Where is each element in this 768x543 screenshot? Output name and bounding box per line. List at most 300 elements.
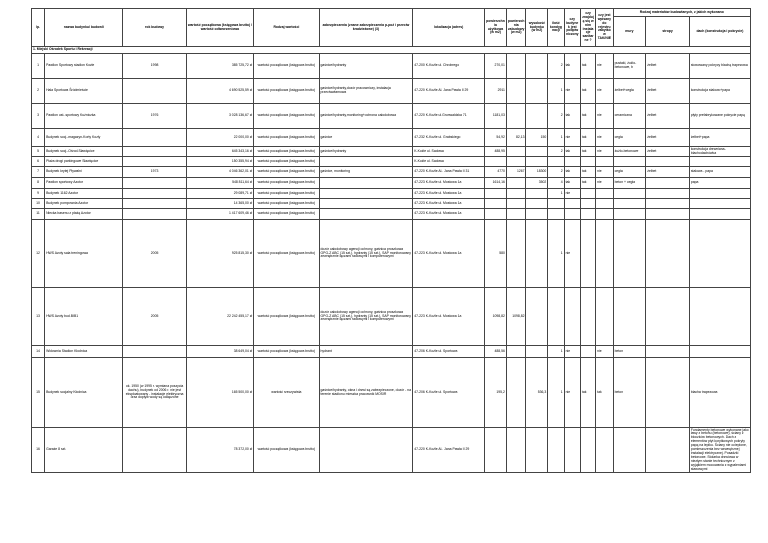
row-roof: stowowany pokrycy blachą trapezowa [689, 54, 750, 79]
row-area-built: 1267 [506, 167, 526, 178]
row-year: ok. 1950 (w 1995 r. wymiana poszycia dachu), budynek od 2006 r. nie jest eksploatowany - instalacje elektryczna oraz dopływ wody są odłączone [123, 358, 186, 428]
table-row [32, 54, 751, 79]
row-value-type: wartość początkowa (księgowa brutto) [254, 189, 319, 199]
row-safeguards: gaśnice/hydranty, okna i drzwi są zabezpieczone, dozór - na terenie stadionu mieszka pracownik MOSIR [319, 358, 413, 428]
row-ceilings [646, 220, 690, 288]
row-roof [689, 199, 750, 209]
row-lp: 2 [32, 79, 45, 104]
row-area-use: 2911 [485, 79, 507, 104]
header-roof: dach (konstrukcja i pokrycie) [689, 17, 750, 47]
row-value-type: wartość początkowa (księgowa brutto) [254, 178, 319, 189]
table-row [32, 79, 751, 104]
table-row [32, 189, 751, 199]
row-monument: tak [596, 358, 613, 428]
header-monument: czy jest wpisany do rejestru zabytków TAK/NIE [596, 9, 613, 47]
row-height [526, 428, 548, 473]
row-value: 4 690 525,59 zł [186, 79, 254, 104]
row-height: 3502 [526, 178, 548, 189]
header-ceilings: stropy [646, 17, 690, 47]
row-height: 536,3 [526, 358, 548, 428]
row-value: 925 815,30 zł [186, 220, 254, 288]
row-name: Widownia Stadion Kłodnica [45, 346, 123, 358]
row-year: 2005 [123, 220, 186, 288]
row-ceilings [646, 178, 690, 189]
row-walls [613, 157, 646, 167]
row-area-use [485, 157, 507, 167]
row-name: Pawilon sportowy Azotor [45, 178, 123, 189]
row-roof: żelbet+papa [689, 129, 750, 147]
row-area-use: 488,95 [485, 147, 507, 157]
row-value-type: wartość początkowa (księgowa brutto) [254, 199, 319, 209]
row-monument [596, 199, 613, 209]
row-address: 47-206 K-Koźle ul. Sportowa [413, 346, 485, 358]
row-installations [580, 428, 595, 473]
row-floors: 2 [548, 54, 564, 79]
header-safeguards: zabezpieczenia (znane zabezpieczenia p-poż i przeciw kradzieżowe) (3) [319, 9, 413, 47]
row-address: 47-223 K-Koźle ul. Mostowa 1a [413, 189, 485, 199]
row-height [526, 157, 548, 167]
row-name: Budynek socj.-magazyn-Korty Kozly [45, 129, 123, 147]
row-installations: tak [580, 358, 595, 428]
row-value: 645 343,16 zł [186, 147, 254, 157]
table-row [32, 346, 751, 358]
row-area-use: 488,56 [485, 346, 507, 358]
table-row [32, 167, 751, 178]
row-height [526, 54, 548, 79]
row-address: 47-220 K-Koźle ul.Grunwaldzka 71 [413, 104, 485, 129]
row-address: 47-232 K-Koźle ul. Grabskiego [413, 129, 485, 147]
row-height [526, 288, 548, 346]
row-installations [580, 189, 595, 199]
row-floors [548, 157, 564, 167]
header-installations: czy znajdują się w nim instalacje sanitarne ? [580, 9, 595, 47]
table-row [32, 199, 751, 209]
row-area-use: 195,2 [485, 358, 507, 428]
row-area-use [485, 209, 507, 220]
row-safeguards: dozór całodobowy agencji ochrony, gaśnica proszkowa GPG-Z ABC (15 szt.), hydranty (15 szt.), SAP monitorowany zewnętrznie łączami radiowymi i komputerowymi [319, 220, 413, 288]
table-row [32, 147, 751, 157]
row-walls: beton [613, 358, 646, 428]
header-materials-group: Rodzaj materiałów budowlanych, z jakich wykonano [613, 9, 750, 17]
row-walls: żużlo-betonowe [613, 147, 646, 157]
header-value-type: Rodzaj wartości [254, 9, 319, 47]
row-area-built [506, 104, 526, 129]
row-installations [580, 157, 595, 167]
row-roof: konstrukcja drewniana-blachodachówka [689, 147, 750, 157]
row-basement: tak [564, 147, 580, 157]
row-name: HWS Azoty bud.BIB1 [45, 288, 123, 346]
row-roof: papa [689, 178, 750, 189]
row-area-built [506, 428, 526, 473]
row-ceilings [646, 346, 690, 358]
row-monument [596, 288, 613, 346]
header-year: rok budowy [123, 9, 186, 47]
row-roof: płyty prefabrykowane pokrycie papą [689, 104, 750, 129]
row-area-use [485, 189, 507, 199]
row-floors: 1 [548, 189, 564, 199]
table-row [32, 288, 751, 346]
row-value-type: wartość rzeczywista [254, 358, 319, 428]
row-safeguards: gaśnice, monitoring [319, 167, 413, 178]
row-area-built [506, 157, 526, 167]
row-basement: nie [564, 79, 580, 104]
row-height [526, 199, 548, 209]
row-lp: 4 [32, 129, 45, 147]
row-lp: 11 [32, 209, 45, 220]
row-area-use: 1098,82 [485, 288, 507, 346]
row-ceilings [646, 288, 690, 346]
row-installations [580, 288, 595, 346]
row-address: 47-220 K-Koźle Al.. Jana Pawła II 31 [413, 167, 485, 178]
row-lp: 16 [32, 428, 45, 473]
row-lp: 3 [32, 104, 45, 129]
row-monument: nie [596, 104, 613, 129]
row-ceilings [646, 428, 690, 473]
row-lp: 15 [32, 358, 45, 428]
row-monument [596, 209, 613, 220]
row-floors [548, 428, 564, 473]
header-area-built: powierzchnia zabudowy (w m2) [506, 9, 526, 47]
row-safeguards [319, 178, 413, 189]
row-floors [548, 209, 564, 220]
row-installations: tak [580, 178, 595, 189]
row-monument [596, 428, 613, 473]
row-ceilings [646, 189, 690, 199]
row-floors [548, 288, 564, 346]
row-height [526, 346, 548, 358]
row-installations: tak [580, 167, 595, 178]
row-year [123, 428, 186, 473]
row-value: 150 355,94 zł [186, 157, 254, 167]
row-basement: tak [564, 104, 580, 129]
row-name: Budynek krytej Pływalni [45, 167, 123, 178]
table-row [32, 428, 751, 473]
row-area-built: 82,13 [506, 129, 526, 147]
table-row [32, 220, 751, 288]
row-address: 47-220 K-Koźle Al.. Jana Pawła II 29 [413, 428, 485, 473]
header-floors: ilość kondygnacji [548, 9, 564, 47]
row-address: 47-223 K-Koźle ul. Mostowa 1a [413, 220, 485, 288]
row-safeguards: gaśnice/hydranty [319, 147, 413, 157]
row-year [123, 209, 186, 220]
row-value: 4 046 362,01 zł [186, 167, 254, 178]
row-address: 47-223 K-Koźle ul. Mostowa 1a [413, 199, 485, 209]
row-year [123, 157, 186, 167]
row-walls: cegła [613, 167, 646, 178]
row-roof [689, 220, 750, 288]
row-installations: tak [580, 129, 595, 147]
row-value: 29 089,71 zł [186, 189, 254, 199]
row-basement: nie [564, 129, 580, 147]
row-value-type: wartość początkowa (księgowa brutto) [254, 54, 319, 79]
row-area-use: 580 [485, 220, 507, 288]
row-area-built [506, 189, 526, 199]
row-height [526, 189, 548, 199]
row-safeguards [319, 199, 413, 209]
row-monument: nie [596, 346, 613, 358]
row-safeguards [319, 157, 413, 167]
row-value: 385 725,72 zł [186, 54, 254, 79]
row-ceilings: żelbet [646, 147, 690, 157]
row-year: 1976 [123, 104, 186, 129]
row-value: 3 028 136,67 zł [186, 104, 254, 129]
row-value: 1 417 609,46 zł [186, 209, 254, 220]
row-monument [596, 189, 613, 199]
row-name: Budynek socj.-Ośrod.Sławięcice [45, 147, 123, 157]
row-name: Budynek 1162 Azotor [45, 189, 123, 199]
row-walls [613, 199, 646, 209]
row-safeguards [319, 189, 413, 199]
row-roof: blacha trapezowa [689, 358, 750, 428]
header-name: nazwa budynku/ budowli [45, 9, 123, 47]
row-basement: nie [564, 346, 580, 358]
row-ceilings [646, 209, 690, 220]
row-name: Budynek socjalny Kłodnica [45, 358, 123, 428]
row-monument [596, 220, 613, 288]
row-ceilings: żelbet [646, 129, 690, 147]
table-row [32, 104, 751, 129]
row-area-built [506, 220, 526, 288]
table-row [32, 178, 751, 189]
row-lp: 9 [32, 189, 45, 199]
row-lp: 8 [32, 178, 45, 189]
row-ceilings: żelbet [646, 54, 690, 79]
row-year [123, 79, 186, 104]
row-address: 47-200 K-Koźle ul. Chrobrego [413, 54, 485, 79]
row-basement [564, 428, 580, 473]
row-walls [613, 220, 646, 288]
row-address: K-Koźle ul. Sadowa [413, 157, 485, 167]
row-lp: 14 [32, 346, 45, 358]
row-year [123, 147, 186, 157]
row-value: 14 365,00 zł [186, 199, 254, 209]
row-address: K-Koźle ul. Sadowa [413, 147, 485, 157]
row-installations: tak [580, 147, 595, 157]
row-value-type: wartość początkowa (księgowa brutto) [254, 157, 319, 167]
row-walls [613, 189, 646, 199]
row-walls: ceramiczna [613, 104, 646, 129]
row-basement: nie [564, 220, 580, 288]
row-safeguards: hydrant [319, 346, 413, 358]
building-register-table [31, 8, 751, 473]
row-value-type: wartość początkowa (księgowa brutto) [254, 79, 319, 104]
row-year [123, 129, 186, 147]
row-basement [564, 288, 580, 346]
row-height: 18300 [526, 167, 548, 178]
row-height [526, 79, 548, 104]
row-ceilings [646, 199, 690, 209]
row-value-type: wartość początkowa (księgowa brutto) [254, 288, 319, 346]
row-installations: tak [580, 79, 595, 104]
row-lp: 6 [32, 157, 45, 167]
row-value-type: wartość początkowa (księgowa brutto) [254, 220, 319, 288]
row-height [526, 147, 548, 157]
row-installations: tak [580, 104, 595, 129]
row-roof: stalowa - papa [689, 167, 750, 178]
row-roof [689, 189, 750, 199]
row-height: 150 [526, 129, 548, 147]
row-ceilings: żelbet [646, 167, 690, 178]
row-safeguards: gaśnice/hydranty,dozór pracowniczy, instalacja przeciwwłamowa [319, 79, 413, 104]
table-row [32, 157, 751, 167]
row-monument: nie [596, 129, 613, 147]
row-floors: 1 [548, 129, 564, 147]
row-lp: 13 [32, 288, 45, 346]
row-name: Budynek pompownia Azotor [45, 199, 123, 209]
row-value-type: wartość początkowa (księgowa brutto) [254, 209, 319, 220]
row-name: Pawilon ust.-sportowy Kuźniczka [45, 104, 123, 129]
row-basement [564, 199, 580, 209]
row-floors: 1 [548, 358, 564, 428]
row-area-built [506, 147, 526, 157]
row-floors: 2 [548, 167, 564, 178]
row-name: Pawilon Sportowy stadion Kozle [45, 54, 123, 79]
row-value: 22 242 455,17 zł [186, 288, 254, 346]
row-value: 22 000,00 zł [186, 129, 254, 147]
row-lp: 10 [32, 199, 45, 209]
row-address: 47-220 K-Koźle Al. Jana Pawła II 29 [413, 79, 485, 104]
row-area-use: 1181,03 [485, 104, 507, 129]
row-floors: 1 [548, 79, 564, 104]
row-roof: konstrukcja stalowo+papa [689, 79, 750, 104]
row-name: Plaża drogi parkingowe Sławięcice [45, 157, 123, 167]
row-value-type: wartość początkowa (księgowa brutto) [254, 129, 319, 147]
row-safeguards [319, 428, 413, 473]
row-floors: 1 [548, 346, 564, 358]
row-basement: tak [564, 178, 580, 189]
header-address: lokalizacja (adres) [413, 9, 485, 47]
row-area-use: 54,92 [485, 129, 507, 147]
row-walls [613, 209, 646, 220]
row-installations [580, 199, 595, 209]
row-monument: nie [596, 167, 613, 178]
row-ceilings: żelbet [646, 79, 690, 104]
row-year [123, 199, 186, 209]
row-safeguards: dozór całodobowy agencji ochrony, gaśnica proszkowa GPG-Z ABC (15 szt.), hydranty (15 szt.), SAP monitorowany zewnętrznie łączami radiowymi i komputerowymi [319, 288, 413, 346]
row-walls: beton [613, 346, 646, 358]
row-basement [564, 209, 580, 220]
row-basement [564, 157, 580, 167]
row-walls [613, 428, 646, 473]
row-walls: beton + cegła [613, 178, 646, 189]
row-ceilings [646, 358, 690, 428]
row-value-type: wartość początkowa (księgowa brutto) [254, 428, 319, 473]
row-name: Garaże 8 szt. [45, 428, 123, 473]
row-floors: 2 [548, 104, 564, 129]
row-name: Niecka basenu z płażą Azotor [45, 209, 123, 220]
row-installations [580, 209, 595, 220]
row-area-built [506, 358, 526, 428]
row-value: 165 500,00 zł [186, 358, 254, 428]
header-lp: lp. [32, 9, 45, 47]
row-monument [596, 157, 613, 167]
table-row [32, 129, 751, 147]
row-walls [613, 288, 646, 346]
row-walls: pustaki, żużlo-betonowe, b [613, 54, 646, 79]
row-area-built [506, 54, 526, 79]
row-roof: Fundamenty betonowe wykonane jako ławy z betonu (betonowe), ściany z bloczków betonowych. Dach z elementów płyt korytkowych pokryty papą na lepiku. Ściany nie ocieplone, pomieszczenia bez wewnętrznej instalacji elektrycznej. Posadzki betonowe. Stolarka drzwiowa w niezłym stanie technicznym z wyjątkiem mocowania z wypaleniami stawowymi [690, 427, 749, 471]
row-roof [689, 209, 750, 220]
row-height [526, 104, 548, 129]
table-row [32, 358, 751, 428]
row-address: 47-223 K-Koźle ul. Mostowa 1a [413, 178, 485, 189]
row-ceilings: żelbet [646, 104, 690, 129]
row-height [526, 220, 548, 288]
row-address: 47-223 K-Koźle ul. Mostowa 1a [413, 209, 485, 220]
row-value: 78 372,00 zł [186, 428, 254, 473]
row-monument: nie [596, 178, 613, 189]
row-floors: 4 [548, 178, 564, 189]
row-value-type: wartość początkowa (księgowa brutto) [254, 167, 319, 178]
row-ceilings [646, 157, 690, 167]
row-height [526, 209, 548, 220]
header-basement: czy budynek jest podpiwniczony [564, 9, 580, 47]
row-safeguards: gaśnice/hydranty,monitoring+ochrona całodobowa [319, 104, 413, 129]
row-value: 38 649,04 zł [186, 346, 254, 358]
row-value-type: wartość początkowa (księgowa brutto) [254, 147, 319, 157]
row-area-built [506, 346, 526, 358]
row-area-built [506, 209, 526, 220]
row-year: 2005 [123, 288, 186, 346]
row-year [123, 189, 186, 199]
row-installations: tak [580, 54, 595, 79]
row-installations [580, 346, 595, 358]
row-area-built [506, 178, 526, 189]
row-year [123, 346, 186, 358]
row-roof [689, 288, 750, 346]
row-area-use: 270,01 [485, 54, 507, 79]
row-area-built: 1098,82 [506, 288, 526, 346]
row-walls: żelbet+cegła [613, 79, 646, 104]
row-name: Hala Sportowa Śródmieście [45, 79, 123, 104]
row-area-built [506, 79, 526, 104]
row-basement: tak [564, 167, 580, 178]
table-row [32, 209, 751, 220]
row-area-use [485, 428, 507, 473]
row-name: HWS Azoty sala treningowa [45, 220, 123, 288]
row-floors: 1 [548, 220, 564, 288]
row-safeguards [319, 209, 413, 220]
row-basement: nie [564, 189, 580, 199]
row-floors: 2 [548, 147, 564, 157]
row-roof [689, 157, 750, 167]
row-lp: 7 [32, 167, 45, 178]
row-area-use: 1614,16 [485, 178, 507, 189]
section-title: 1. Miejski Ośrodek Sportu i Rekreacji [32, 47, 751, 54]
header-value: wartość początkowa (księgowa brutto) / wartość odtworzeniowa [186, 9, 254, 47]
row-monument: nie [596, 79, 613, 104]
row-basement: tak [564, 54, 580, 79]
row-safeguards: gaśnice/hydranty [319, 54, 413, 79]
row-address: 47-223 K-Koźle ul. Mostowa 1a [413, 288, 485, 346]
row-year: 1973 [123, 167, 186, 178]
row-year: 1998 [123, 54, 186, 79]
row-value: 548 811,64 zł [186, 178, 254, 189]
row-walls: cegła [613, 129, 646, 147]
row-lp: 1 [32, 54, 45, 79]
row-value-type: wartość początkowa (księgowa brutto) [254, 346, 319, 358]
row-year [123, 178, 186, 189]
row-area-use [485, 199, 507, 209]
row-address: 47-206 K-Koźle ul. Sportowa [413, 358, 485, 428]
row-floors [548, 199, 564, 209]
row-value-type: wartość początkowa (księgowa brutto) [254, 104, 319, 129]
row-lp: 5 [32, 147, 45, 157]
header-height: wysokość budynku (w m2) [526, 9, 548, 47]
row-lp: 12 [32, 220, 45, 288]
row-area-use: 4770 [485, 167, 507, 178]
row-monument: nie [596, 147, 613, 157]
